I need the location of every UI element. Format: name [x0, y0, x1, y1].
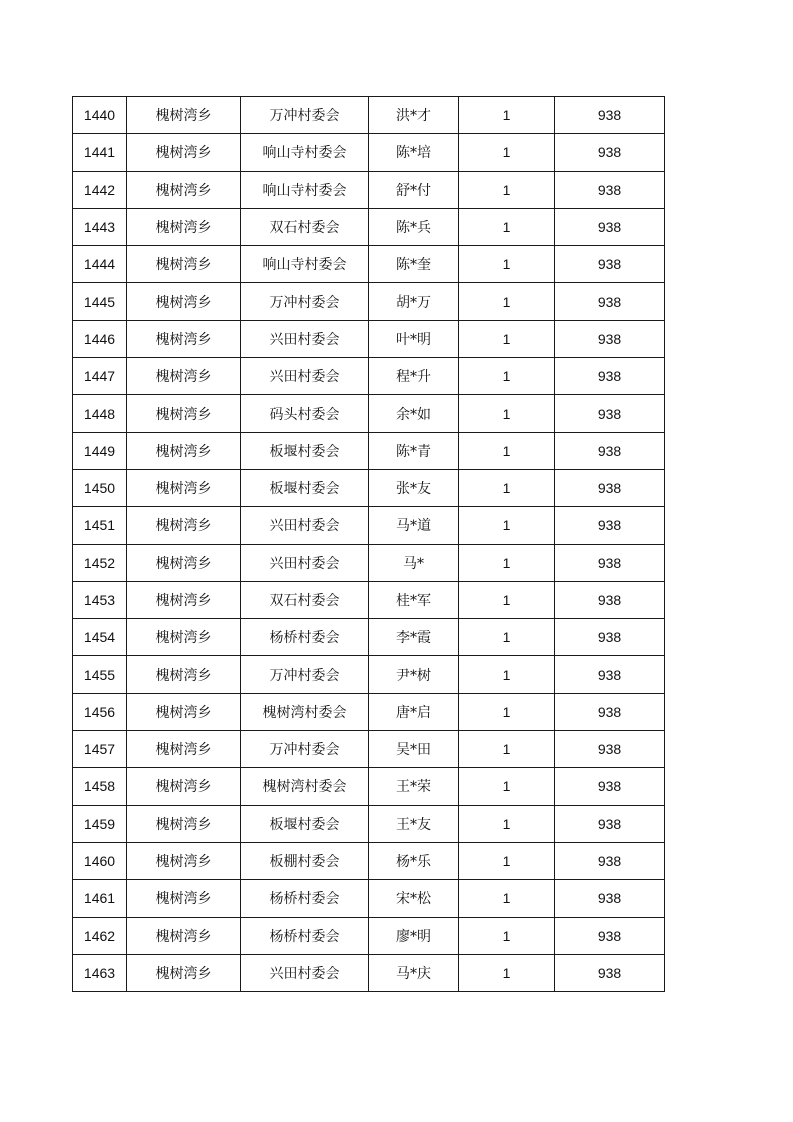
cell-person-name: 吴*田 [369, 731, 459, 768]
cell-serial-number: 1442 [73, 171, 127, 208]
cell-count: 1 [459, 358, 555, 395]
table-row [73, 731, 665, 768]
cell-count: 1 [459, 731, 555, 768]
roster-table [72, 96, 665, 992]
cell-township: 槐树湾乡 [127, 917, 241, 954]
cell-count: 1 [459, 469, 555, 506]
cell-count: 1 [459, 544, 555, 581]
cell-person-name: 陈*奎 [369, 246, 459, 283]
cell-amount: 938 [555, 134, 665, 171]
cell-count: 1 [459, 507, 555, 544]
cell-serial-number: 1447 [73, 358, 127, 395]
cell-amount: 938 [555, 917, 665, 954]
cell-person-name: 叶*明 [369, 320, 459, 357]
cell-township: 槐树湾乡 [127, 768, 241, 805]
cell-township: 槐树湾乡 [127, 469, 241, 506]
cell-person-name: 马*道 [369, 507, 459, 544]
cell-count: 1 [459, 693, 555, 730]
cell-count: 1 [459, 134, 555, 171]
cell-village-committee: 万冲村委会 [241, 283, 369, 320]
cell-township: 槐树湾乡 [127, 693, 241, 730]
cell-count: 1 [459, 656, 555, 693]
cell-serial-number: 1454 [73, 619, 127, 656]
roster-table-body [73, 97, 665, 992]
cell-count: 1 [459, 805, 555, 842]
cell-amount: 938 [555, 656, 665, 693]
cell-township: 槐树湾乡 [127, 432, 241, 469]
cell-township: 槐树湾乡 [127, 395, 241, 432]
cell-amount: 938 [555, 544, 665, 581]
table-row [73, 208, 665, 245]
cell-village-committee: 兴田村委会 [241, 544, 369, 581]
table-row [73, 469, 665, 506]
cell-amount: 938 [555, 97, 665, 134]
cell-township: 槐树湾乡 [127, 880, 241, 917]
cell-amount: 938 [555, 619, 665, 656]
table-row [73, 842, 665, 879]
table-row [73, 432, 665, 469]
table-row [73, 544, 665, 581]
cell-amount: 938 [555, 208, 665, 245]
cell-township: 槐树湾乡 [127, 134, 241, 171]
cell-count: 1 [459, 954, 555, 991]
cell-amount: 938 [555, 954, 665, 991]
cell-count: 1 [459, 171, 555, 208]
cell-count: 1 [459, 395, 555, 432]
cell-village-committee: 兴田村委会 [241, 358, 369, 395]
cell-township: 槐树湾乡 [127, 507, 241, 544]
table-row [73, 768, 665, 805]
table-row [73, 283, 665, 320]
cell-count: 1 [459, 320, 555, 357]
cell-serial-number: 1452 [73, 544, 127, 581]
cell-amount: 938 [555, 731, 665, 768]
cell-village-committee: 板堰村委会 [241, 805, 369, 842]
cell-amount: 938 [555, 768, 665, 805]
cell-count: 1 [459, 283, 555, 320]
cell-township: 槐树湾乡 [127, 283, 241, 320]
cell-count: 1 [459, 432, 555, 469]
cell-village-committee: 双石村委会 [241, 208, 369, 245]
cell-village-committee: 响山寺村委会 [241, 171, 369, 208]
cell-serial-number: 1445 [73, 283, 127, 320]
cell-count: 1 [459, 581, 555, 618]
cell-serial-number: 1462 [73, 917, 127, 954]
table-row [73, 581, 665, 618]
cell-village-committee: 码头村委会 [241, 395, 369, 432]
cell-village-committee: 杨桥村委会 [241, 917, 369, 954]
cell-township: 槐树湾乡 [127, 544, 241, 581]
cell-person-name: 马* [369, 544, 459, 581]
cell-village-committee: 双石村委会 [241, 581, 369, 618]
cell-serial-number: 1457 [73, 731, 127, 768]
cell-serial-number: 1461 [73, 880, 127, 917]
cell-township: 槐树湾乡 [127, 320, 241, 357]
cell-person-name: 王*友 [369, 805, 459, 842]
cell-person-name: 唐*启 [369, 693, 459, 730]
table-row [73, 97, 665, 134]
cell-person-name: 王*荣 [369, 768, 459, 805]
cell-person-name: 马*庆 [369, 954, 459, 991]
cell-person-name: 洪*才 [369, 97, 459, 134]
cell-township: 槐树湾乡 [127, 581, 241, 618]
cell-amount: 938 [555, 320, 665, 357]
table-row [73, 358, 665, 395]
cell-serial-number: 1446 [73, 320, 127, 357]
cell-village-committee: 板棚村委会 [241, 842, 369, 879]
cell-person-name: 陈*兵 [369, 208, 459, 245]
table-row [73, 880, 665, 917]
cell-person-name: 廖*明 [369, 917, 459, 954]
table-row [73, 693, 665, 730]
table-row [73, 395, 665, 432]
cell-person-name: 宋*松 [369, 880, 459, 917]
document-page [72, 96, 664, 992]
cell-township: 槐树湾乡 [127, 97, 241, 134]
cell-serial-number: 1440 [73, 97, 127, 134]
cell-count: 1 [459, 246, 555, 283]
cell-serial-number: 1448 [73, 395, 127, 432]
table-row [73, 507, 665, 544]
cell-amount: 938 [555, 842, 665, 879]
table-row [73, 171, 665, 208]
cell-person-name: 尹*树 [369, 656, 459, 693]
cell-person-name: 程*升 [369, 358, 459, 395]
cell-village-committee: 响山寺村委会 [241, 246, 369, 283]
cell-count: 1 [459, 880, 555, 917]
cell-person-name: 桂*军 [369, 581, 459, 618]
cell-person-name: 张*友 [369, 469, 459, 506]
cell-count: 1 [459, 842, 555, 879]
cell-township: 槐树湾乡 [127, 842, 241, 879]
cell-serial-number: 1456 [73, 693, 127, 730]
cell-person-name: 陈*培 [369, 134, 459, 171]
cell-village-committee: 杨桥村委会 [241, 619, 369, 656]
cell-serial-number: 1441 [73, 134, 127, 171]
cell-serial-number: 1449 [73, 432, 127, 469]
cell-person-name: 陈*青 [369, 432, 459, 469]
table-row [73, 320, 665, 357]
cell-serial-number: 1453 [73, 581, 127, 618]
cell-person-name: 胡*万 [369, 283, 459, 320]
cell-amount: 938 [555, 805, 665, 842]
cell-count: 1 [459, 97, 555, 134]
cell-village-committee: 杨桥村委会 [241, 880, 369, 917]
cell-count: 1 [459, 619, 555, 656]
cell-village-committee: 响山寺村委会 [241, 134, 369, 171]
table-row [73, 656, 665, 693]
cell-serial-number: 1460 [73, 842, 127, 879]
cell-count: 1 [459, 917, 555, 954]
cell-amount: 938 [555, 507, 665, 544]
cell-village-committee: 万冲村委会 [241, 731, 369, 768]
cell-person-name: 舒*付 [369, 171, 459, 208]
cell-serial-number: 1443 [73, 208, 127, 245]
cell-person-name: 李*霞 [369, 619, 459, 656]
cell-count: 1 [459, 768, 555, 805]
cell-amount: 938 [555, 581, 665, 618]
cell-serial-number: 1444 [73, 246, 127, 283]
cell-township: 槐树湾乡 [127, 954, 241, 991]
cell-serial-number: 1450 [73, 469, 127, 506]
cell-serial-number: 1463 [73, 954, 127, 991]
cell-amount: 938 [555, 880, 665, 917]
cell-township: 槐树湾乡 [127, 656, 241, 693]
table-row [73, 134, 665, 171]
cell-village-committee: 兴田村委会 [241, 954, 369, 991]
cell-township: 槐树湾乡 [127, 246, 241, 283]
cell-amount: 938 [555, 693, 665, 730]
cell-village-committee: 兴田村委会 [241, 320, 369, 357]
cell-village-committee: 板堰村委会 [241, 432, 369, 469]
cell-township: 槐树湾乡 [127, 805, 241, 842]
cell-amount: 938 [555, 358, 665, 395]
table-row [73, 619, 665, 656]
cell-person-name: 杨*乐 [369, 842, 459, 879]
table-row [73, 246, 665, 283]
cell-amount: 938 [555, 469, 665, 506]
cell-township: 槐树湾乡 [127, 208, 241, 245]
cell-serial-number: 1458 [73, 768, 127, 805]
table-row [73, 954, 665, 991]
cell-township: 槐树湾乡 [127, 619, 241, 656]
cell-serial-number: 1455 [73, 656, 127, 693]
cell-township: 槐树湾乡 [127, 171, 241, 208]
cell-amount: 938 [555, 283, 665, 320]
cell-village-committee: 槐树湾村委会 [241, 768, 369, 805]
cell-village-committee: 万冲村委会 [241, 656, 369, 693]
cell-serial-number: 1459 [73, 805, 127, 842]
cell-township: 槐树湾乡 [127, 358, 241, 395]
cell-person-name: 余*如 [369, 395, 459, 432]
cell-township: 槐树湾乡 [127, 731, 241, 768]
cell-amount: 938 [555, 246, 665, 283]
cell-amount: 938 [555, 395, 665, 432]
cell-amount: 938 [555, 171, 665, 208]
cell-amount: 938 [555, 432, 665, 469]
cell-serial-number: 1451 [73, 507, 127, 544]
table-row [73, 805, 665, 842]
cell-village-committee: 槐树湾村委会 [241, 693, 369, 730]
table-row [73, 917, 665, 954]
cell-village-committee: 兴田村委会 [241, 507, 369, 544]
cell-count: 1 [459, 208, 555, 245]
cell-village-committee: 万冲村委会 [241, 97, 369, 134]
cell-village-committee: 板堰村委会 [241, 469, 369, 506]
